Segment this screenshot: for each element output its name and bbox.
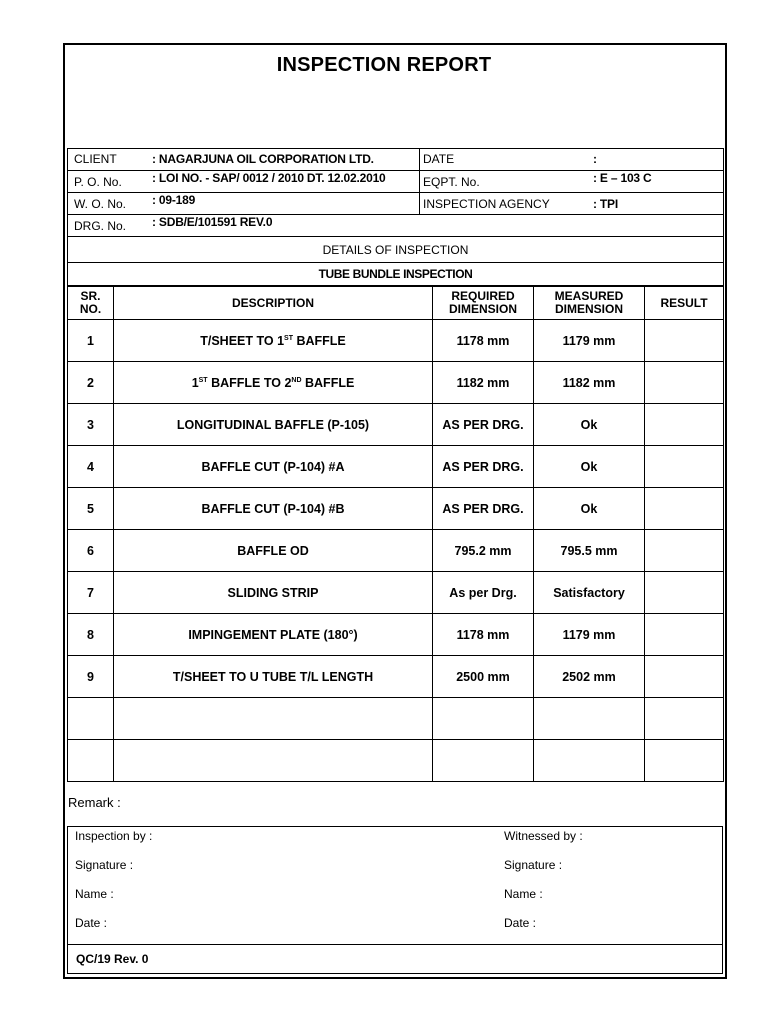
footer-divider: [68, 944, 722, 945]
description-cell: [114, 530, 433, 572]
measured-dimension-cell: 2502 mm: [534, 656, 645, 698]
witnessed-by-label: Witnessed by :: [504, 829, 583, 843]
description-text: BAFFLE CUT (P-104) #A: [201, 459, 345, 474]
po-label: P. O. No.: [74, 175, 122, 189]
description-text: 1: [191, 375, 199, 390]
result-cell: [645, 740, 724, 782]
po-value: : LOI NO. - SAP/ 0012 / 2010 DT. 12.02.2010: [152, 171, 386, 185]
sr-no-cell: 1: [68, 320, 114, 362]
result-cell: [645, 656, 724, 698]
description-cell: [114, 698, 433, 740]
description-text: BAFFLE: [301, 375, 355, 390]
client-cell: [68, 149, 420, 171]
agency-label: INSPECTION AGENCY: [423, 197, 550, 211]
required-dimension-cell: 1182 mm: [433, 362, 534, 404]
header-info-table: [67, 148, 724, 286]
agency-value: : TPI: [593, 197, 618, 211]
measured-dimension-cell: [534, 698, 645, 740]
description-cell: [114, 614, 433, 656]
description-cell: [114, 740, 433, 782]
report-title: INSPECTION REPORT: [276, 54, 492, 76]
measured-dimension-cell: 1182 mm: [534, 362, 645, 404]
description-cell: [114, 320, 433, 362]
date-cell: [420, 149, 724, 171]
table-row: [68, 740, 724, 782]
measured-dimension-cell: 1179 mm: [534, 614, 645, 656]
sr-no-cell: 5: [68, 488, 114, 530]
description-cell: [114, 572, 433, 614]
required-dimension-cell: AS PER DRG.: [433, 404, 534, 446]
result-cell: [645, 446, 724, 488]
description-cell: [114, 656, 433, 698]
result-cell: [645, 488, 724, 530]
name-left-label: Name :: [75, 887, 114, 901]
sr-no-cell: [68, 698, 114, 740]
result-cell: [645, 362, 724, 404]
description-cell: [114, 488, 433, 530]
po-cell: [68, 171, 420, 193]
inspection-rows: [68, 320, 724, 782]
description-cell: [114, 446, 433, 488]
signature-block: [67, 826, 723, 974]
client-value: : NAGARJUNA OIL CORPORATION LTD.: [152, 152, 374, 166]
inspection-by-label: Inspection by :: [75, 829, 153, 843]
required-dimension-cell: 1178 mm: [433, 320, 534, 362]
details-heading: DETAILS OF INSPECTION: [68, 237, 724, 263]
required-dimension-cell: [433, 698, 534, 740]
description-text: SLIDING STRIP: [227, 585, 319, 600]
required-dimension-cell: AS PER DRG.: [433, 446, 534, 488]
required-dimension-cell: 795.2 mm: [433, 530, 534, 572]
table-header-row: [68, 287, 724, 320]
description-text: BAFFLE TO 2: [207, 375, 292, 390]
table-row: [68, 698, 724, 740]
wo-cell: [68, 193, 420, 215]
table-row: [68, 488, 724, 530]
measured-dimension-cell: Ok: [534, 446, 645, 488]
measured-dimension-cell: Satisfactory: [534, 572, 645, 614]
description-header: DESCRIPTION: [114, 287, 433, 320]
required-dimension-header: REQUIRED DIMENSION: [433, 287, 534, 320]
description-text: T/SHEET TO U TUBE T/L LENGTH: [172, 669, 374, 684]
description-cell: [114, 404, 433, 446]
description-text: BAFFLE CUT (P-104) #B: [201, 501, 345, 516]
drg-value: : SDB/E/101591 REV.0: [152, 215, 273, 229]
required-dimension-cell: [433, 740, 534, 782]
required-dimension-cell: 2500 mm: [433, 656, 534, 698]
result-cell: [645, 614, 724, 656]
sr-no-header: SR. NO.: [68, 287, 114, 320]
sr-no-cell: 8: [68, 614, 114, 656]
drg-cell: [68, 215, 724, 237]
remark-label: Remark :: [68, 795, 121, 810]
measured-dimension-cell: [534, 740, 645, 782]
measured-dimension-cell: 1179 mm: [534, 320, 645, 362]
measured-dimension-cell: Ok: [534, 488, 645, 530]
table-row: [68, 446, 724, 488]
measured-dimension-cell: 795.5 mm: [534, 530, 645, 572]
sr-no-cell: 7: [68, 572, 114, 614]
description-text: LONGITUDINAL BAFFLE (P-105): [176, 417, 370, 432]
wo-value: : 09-189: [152, 193, 196, 207]
eqpt-value: : E – 103 C: [593, 171, 652, 185]
result-cell: [645, 572, 724, 614]
result-cell: [645, 320, 724, 362]
table-row: [68, 614, 724, 656]
signature-left-label: Signature :: [75, 858, 134, 872]
date-left-label: Date :: [75, 916, 108, 930]
measured-dimension-cell: Ok: [534, 404, 645, 446]
section-heading: TUBE BUNDLE INSPECTION: [68, 263, 724, 286]
measured-dimension-header: MEASURED DIMENSION: [534, 287, 645, 320]
ordinal-suffix: ST: [284, 334, 293, 342]
sr-no-cell: 9: [68, 656, 114, 698]
inspection-table: [67, 286, 724, 782]
date-label: DATE: [423, 152, 455, 166]
ordinal-suffix: ST: [198, 376, 208, 384]
required-dimension-cell: AS PER DRG.: [433, 488, 534, 530]
ordinal-suffix: ND: [291, 376, 302, 384]
description-cell: [114, 362, 433, 404]
description-text: T/SHEET TO 1: [200, 333, 285, 348]
sr-no-cell: 4: [68, 446, 114, 488]
table-row: [68, 530, 724, 572]
drg-label: DRG. No.: [74, 219, 127, 233]
table-row: [68, 572, 724, 614]
description-text: BAFFLE OD: [237, 543, 309, 558]
eqpt-label: EQPT. No.: [423, 175, 480, 189]
sr-no-cell: 3: [68, 404, 114, 446]
date-value: :: [593, 152, 597, 166]
date-right-label: Date :: [504, 916, 537, 930]
required-dimension-cell: 1178 mm: [433, 614, 534, 656]
result-cell: [645, 404, 724, 446]
result-cell: [645, 698, 724, 740]
table-row: [68, 656, 724, 698]
result-cell: [645, 530, 724, 572]
table-row: [68, 404, 724, 446]
table-row: [68, 362, 724, 404]
wo-label: W. O. No.: [74, 197, 127, 211]
name-right-label: Name :: [504, 887, 543, 901]
table-row: [68, 320, 724, 362]
sr-no-cell: 6: [68, 530, 114, 572]
signature-right-label: Signature :: [504, 858, 563, 872]
agency-cell: [420, 193, 724, 215]
description-text: IMPINGEMENT PLATE (180°): [188, 627, 358, 642]
form-code: QC/19 Rev. 0: [76, 952, 149, 966]
sr-no-cell: [68, 740, 114, 782]
result-header: RESULT: [645, 287, 724, 320]
client-label: CLIENT: [74, 152, 117, 166]
sr-no-cell: 2: [68, 362, 114, 404]
eqpt-cell: [420, 171, 724, 193]
required-dimension-cell: As per Drg.: [433, 572, 534, 614]
description-text: BAFFLE: [293, 333, 346, 348]
